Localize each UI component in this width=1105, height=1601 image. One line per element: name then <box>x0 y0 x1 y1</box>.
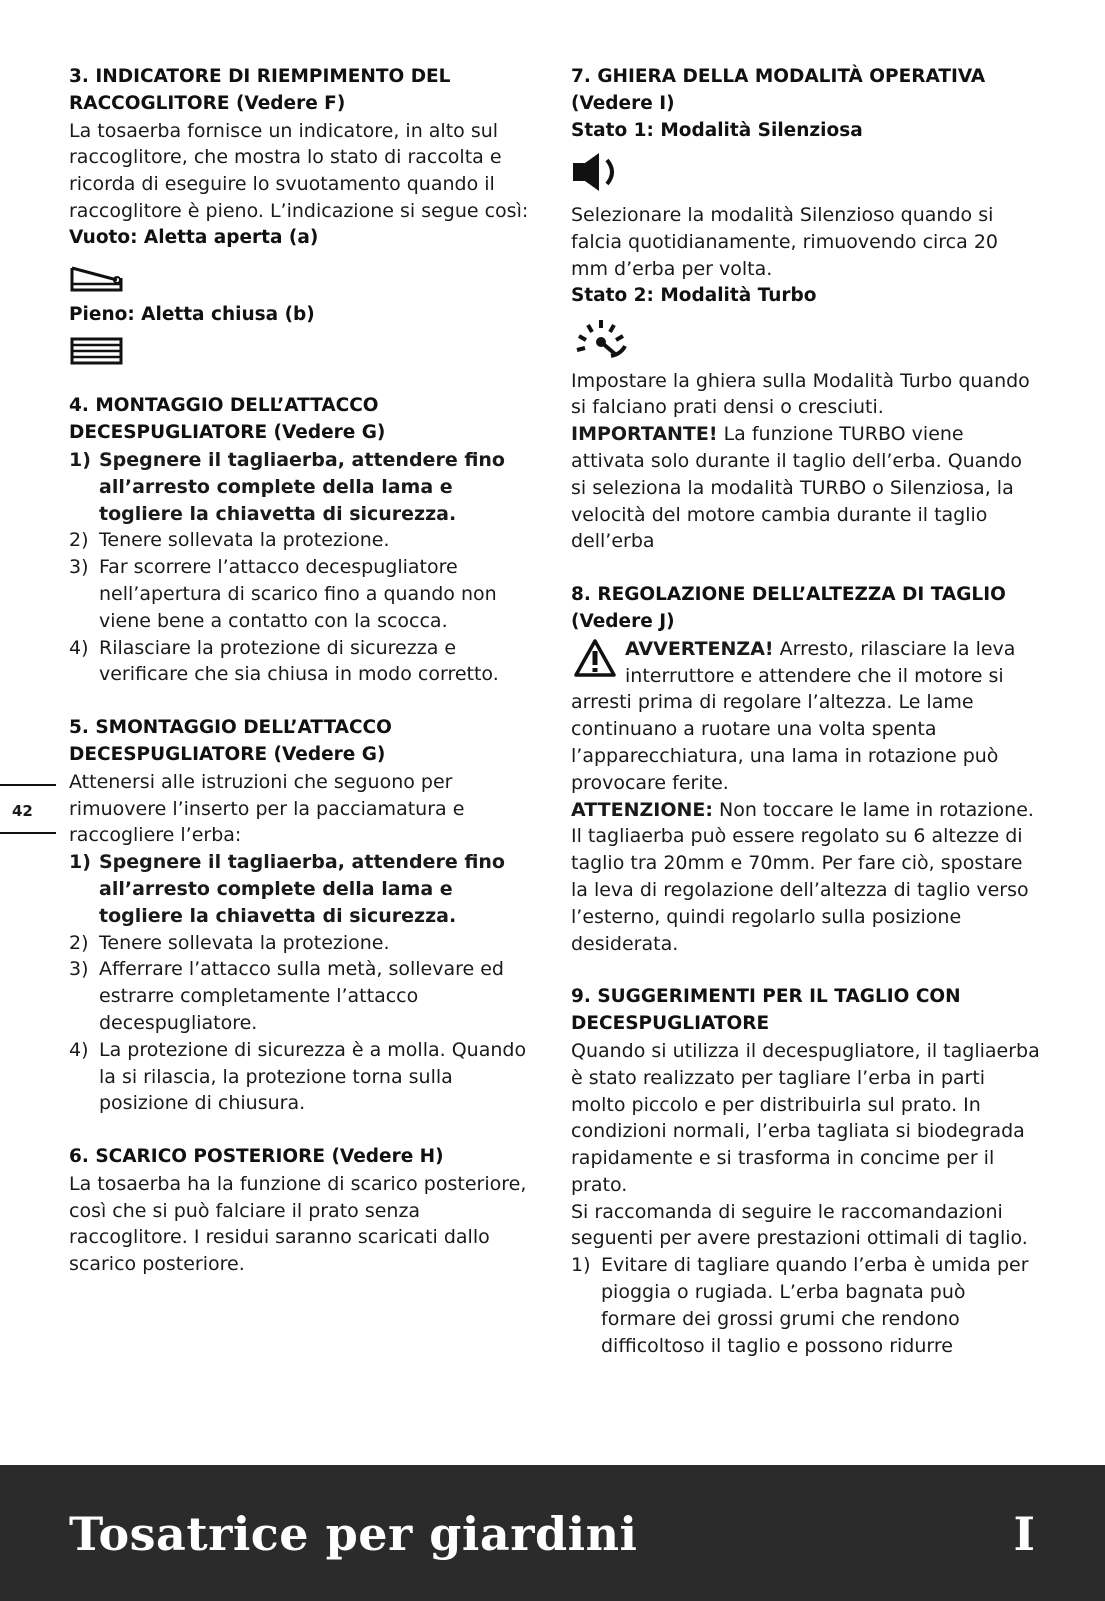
warning-triangle-icon <box>573 638 617 678</box>
list-item: 3) Far scorrere l’attacco decespugliatore nell’apertura di scarico fino a quando non viene bene a contatto con la scocca. <box>69 556 497 632</box>
left-column <box>69 64 529 1305</box>
section-9-heading: 9. SUGGERIMENTI PER IL TAGLIO CON DECESPUGLIATORE <box>571 986 961 1035</box>
section-4 <box>69 393 529 688</box>
state-1-label: Stato 1: Modalità Silenziosa <box>571 119 863 141</box>
section-3 <box>69 64 529 366</box>
caution-note: ATTENZIONE: Non toccare le lame in rotazione. <box>571 798 1034 821</box>
section-6-body: La tosaerba ha la funzione di scarico posteriore, così che si può falciare il prato senza raccoglitore. I residui saranno scaricati dallo scarico posteriore. <box>69 1172 527 1276</box>
list-item: 4) Rilasciare la protezione di sicurezza e verificare che sia chiusa in modo corretto. <box>69 636 499 686</box>
full-label: Pieno: Aletta chiusa (b) <box>69 303 315 325</box>
list-item: 1) Spegnere il tagliaerba, attendere fino all’arresto complete della lama e togliere la chiavetta di sicurezza. <box>69 851 505 927</box>
section-9-tips <box>571 1252 1041 1359</box>
list-item: 3) Afferrare l’attacco sulla metà, sollevare ed estrarre completamente l’attacco decespugliatore. <box>69 958 504 1034</box>
section-7-heading: 7. GHIERA DELLA MODALITÀ OPERATIVA (Vedere I) <box>571 66 986 114</box>
state-2-label: Stato 2: Modalità Turbo <box>571 284 817 306</box>
section-9-body-2: Si raccomanda di seguire le raccomandazioni seguenti per avere prestazioni ottimali di taglio. <box>571 1200 1028 1250</box>
language-code: I <box>1013 1507 1035 1561</box>
section-9 <box>571 984 1041 1359</box>
collector-empty-icon <box>69 258 125 294</box>
list-item: 4) La protezione di sicurezza è a molla. Quando la si rilascia, la protezione torna sulla posizione di chiusura. <box>69 1038 527 1115</box>
list-item: 1) Evitare di tagliare quando l’erba è umida per pioggia o rugiada. L’erba bagnata può formare dei grossi grumi che rendono difficoltoso il taglio e possono ridurre <box>571 1254 1029 1357</box>
section-5-steps <box>69 849 529 1117</box>
section-6 <box>69 1144 529 1278</box>
section-4-steps <box>69 447 529 688</box>
section-8-heading: 8. REGOLAZIONE DELL’ALTEZZA DI TAGLIO (Vedere J) <box>571 584 1006 632</box>
empty-label: Vuoto: Aletta aperta (a) <box>69 226 319 248</box>
divider <box>0 832 56 834</box>
footer-bar <box>0 1465 1105 1601</box>
speaker-icon <box>571 150 625 194</box>
section-5-heading: 5. SMONTAGGIO DELL’ATTACCO DECESPUGLIATORE (Vedere G) <box>69 717 392 765</box>
list-item: 1) Spegnere il tagliaerba, attendere fino all’arresto complete della lama e togliere la chiavetta di sicurezza. <box>69 448 505 525</box>
section-3-heading: 3. INDICATORE DI RIEMPIMENTO DEL RACCOGLITORE (Vedere F) <box>69 66 451 114</box>
state-2-body: Impostare la ghiera sulla Modalità Turbo quando si falciano prati densi o cresciuti. <box>571 369 1030 419</box>
turbo-gauge-icon <box>571 316 631 360</box>
list-item: 2) Tenere sollevata la protezione. <box>69 529 390 552</box>
right-column <box>571 64 1041 1386</box>
state-1-body: Selezionare la modalità Silenzioso quando si falcia quotidianamente, rimuovendo circa 20 mm d’erba per volta. <box>571 204 998 280</box>
divider <box>0 784 56 786</box>
section-3-body: La tosaerba fornisce un indicatore, in alto sul raccoglitore, che mostra lo stato di raccolta e ricorda di eseguire lo svuotamento quando il raccoglitore è pieno. L’indicazione si segue così: <box>69 119 529 222</box>
collector-full-icon <box>69 334 125 366</box>
section-4-heading: 4. MONTAGGIO DELL’ATTACCO DECESPUGLIATORE (Vedere G) <box>69 395 386 444</box>
warning-label: AVVERTENZA! <box>625 637 774 660</box>
list-item: 2) Tenere sollevata la protezione. <box>69 931 390 954</box>
section-5-body: Attenersi alle istruzioni che seguono per rimuovere l’inserto per la pacciamatura e raccogliere l’erba: <box>69 770 465 847</box>
caution-label: ATTENZIONE: <box>571 798 713 821</box>
section-7 <box>571 64 1041 555</box>
section-9-body-1: Quando si utilizza il decespugliatore, il tagliaerba è stato realizzato per tagliare l’erba in parti molto piccolo e per distribuirla sul prato. In condizioni normali, l’erba tagliata si biodegrada rapidamente e si trasforma in concime per il prato. <box>571 1039 1040 1196</box>
footer-title: Tosatrice per giardini <box>69 1507 638 1561</box>
important-note: IMPORTANTE! La funzione TURBO viene attivata solo durante il taglio dell’erba. Quando si seleziona la modalità TURBO o Silenziosa, la velocità del motore cambia durante il taglio dell’erba <box>571 423 1023 553</box>
page-number: 42 <box>12 802 33 820</box>
section-6-heading: 6. SCARICO POSTERIORE (Vedere H) <box>69 1146 444 1168</box>
section-8 <box>571 582 1041 957</box>
warning-note: AVVERTENZA! Arresto, rilasciare la leva interruttore e attendere che il motore si arresti prima di regolare l’altezza. Le lame continuano a ruotare una volta spenta l’apparecchiatura, una lama in rotazione può provocare ferite. <box>571 637 1016 794</box>
section-5 <box>69 715 529 1117</box>
section-8-body: Il tagliaerba può essere regolato su 6 altezze di taglio tra 20mm e 70mm. Per fare ciò, spostare la leva di regolazione dell’altezza di taglio verso l’esterno, quindi regolarlo sulla posizione desiderata. <box>571 825 1029 955</box>
important-label: IMPORTANTE! <box>571 423 718 446</box>
